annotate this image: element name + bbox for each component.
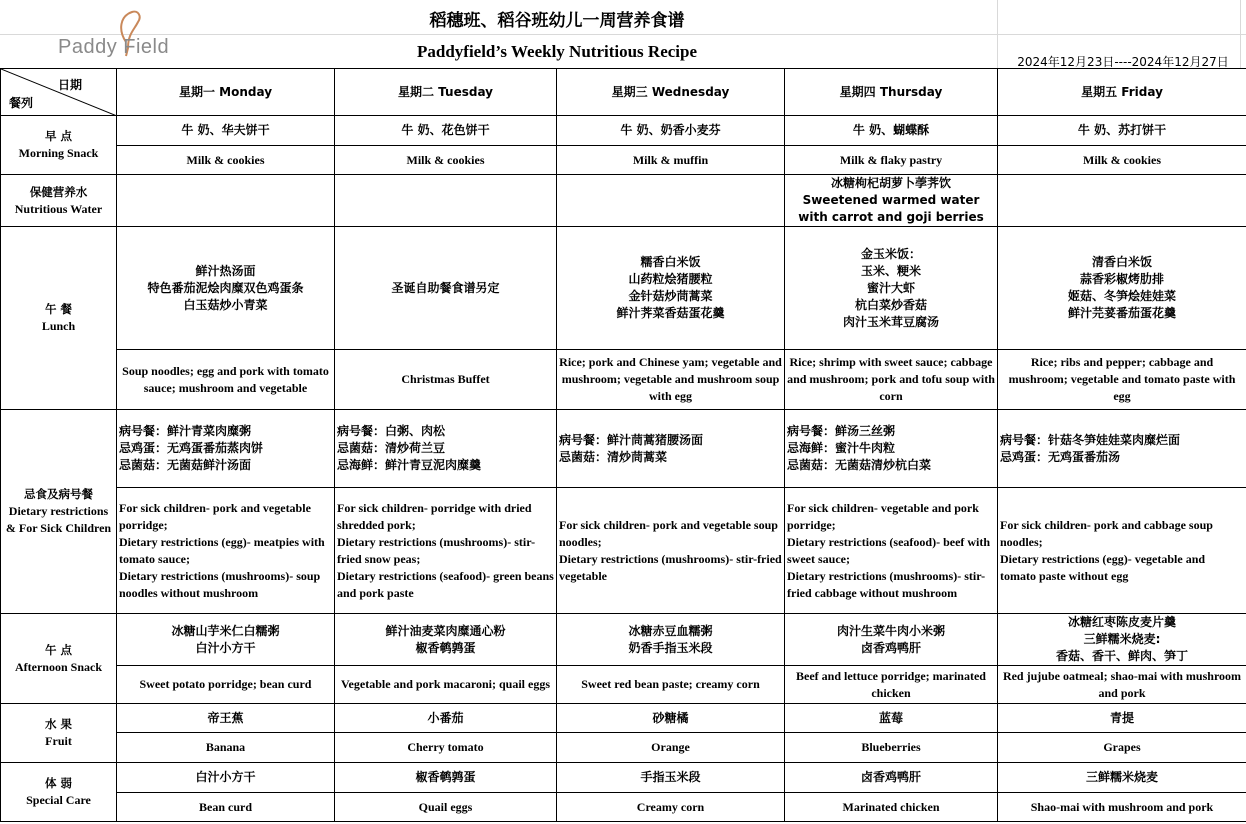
row-label-cn: 忌食及病号餐 bbox=[24, 487, 93, 501]
menu-cell: 肉汁生菜牛肉小米粥 卤香鸡鸭肝 bbox=[785, 614, 998, 666]
menu-cell: 小番茄 bbox=[335, 704, 557, 733]
lunch-en-row bbox=[1, 350, 1246, 410]
afternoon-snack-en-row bbox=[1, 666, 1246, 704]
menu-cell: Creamy corn bbox=[557, 793, 785, 822]
menu-cell: 病号餐：鲜汁茼蒿猪腰汤面 忌菌菇：清炒茼蒿菜 bbox=[557, 410, 785, 488]
row-label-afternoon-snack bbox=[1, 614, 117, 704]
menu-cell: 病号餐：鲜汁青菜肉糜粥 忌鸡蛋：无鸡蛋番茄蒸肉饼 忌菌菇：无菌菇鲜汁汤面 bbox=[117, 410, 335, 488]
weekly-menu-table bbox=[0, 68, 1246, 822]
menu-cell: Cherry tomato bbox=[335, 733, 557, 763]
menu-cell: Soup noodles; egg and pork with tomato sauce; mushroom and vegetable bbox=[117, 350, 335, 410]
menu-cell: Rice; ribs and pepper; cabbage and mushroom; vegetable and tomato paste with egg bbox=[998, 350, 1246, 410]
row-label-en: Fruit bbox=[45, 734, 72, 748]
row-label-nutritious-water bbox=[1, 175, 117, 227]
menu-cell: 圣诞自助餐食谱另定 bbox=[335, 227, 557, 350]
menu-cell: Quail eggs bbox=[335, 793, 557, 822]
menu-cell: Milk & flaky pastry bbox=[785, 146, 998, 175]
menu-cell: Marinated chicken bbox=[785, 793, 998, 822]
page-header bbox=[0, 0, 1246, 68]
menu-cell: Beef and lettuce porridge; marinated chicken bbox=[785, 666, 998, 704]
fruit-en-row bbox=[1, 733, 1246, 763]
menu-cell: 牛 奶、华夫饼干 bbox=[117, 116, 335, 146]
menu-cell: Milk & cookies bbox=[117, 146, 335, 175]
day-header-tuesday: 星期二 Tuesday bbox=[335, 69, 557, 116]
menu-cell: 冰糖枸杞胡萝卜荸荠饮 Sweetened warmed water with carrot and goji berries bbox=[785, 175, 998, 227]
menu-cell: 金玉米饭： 玉米、粳米 蜜汁大虾 杭白菜炒香菇 肉汁玉米茸豆腐汤 bbox=[785, 227, 998, 350]
menu-cell: 牛 奶、花色饼干 bbox=[335, 116, 557, 146]
corner-label-date: 日期 bbox=[57, 78, 82, 92]
menu-cell: Shao-mai with mushroom and pork bbox=[998, 793, 1246, 822]
menu-cell: 椒香鹌鹑蛋 bbox=[335, 763, 557, 793]
fruit-row bbox=[1, 704, 1246, 733]
special-care-en-row bbox=[1, 793, 1246, 822]
paddyfield-logo bbox=[46, 8, 186, 68]
menu-cell: Vegetable and pork macaroni; quail eggs bbox=[335, 666, 557, 704]
menu-cell bbox=[117, 175, 335, 227]
menu-cell: 病号餐：针菇冬笋娃娃菜肉糜烂面 忌鸡蛋：无鸡蛋番茄汤 bbox=[998, 410, 1246, 488]
header-gridline bbox=[997, 0, 998, 68]
menu-cell: Orange bbox=[557, 733, 785, 763]
morning-snack-row bbox=[1, 116, 1246, 146]
corner-cell bbox=[1, 69, 117, 116]
menu-cell: 牛 奶、苏打饼干 bbox=[998, 116, 1246, 146]
row-label-en: Special Care bbox=[26, 793, 91, 807]
day-header-monday: 星期一 Monday bbox=[117, 69, 335, 116]
row-label-cn: 水 果 bbox=[44, 717, 72, 731]
menu-cell: Milk & cookies bbox=[998, 146, 1246, 175]
row-label-cn: 早 点 bbox=[44, 129, 72, 143]
menu-cell: Bean curd bbox=[117, 793, 335, 822]
menu-cell: 手指玉米段 bbox=[557, 763, 785, 793]
menu-cell: 病号餐：鲜汤三丝粥 忌海鲜：蜜汁牛肉粒 忌菌菇：无菌菇清炒杭白菜 bbox=[785, 410, 998, 488]
menu-cell: 冰糖红枣陈皮麦片羹 三鲜糯米烧麦: 香菇、香干、鲜肉、笋丁 bbox=[998, 614, 1246, 666]
menu-cell: Banana bbox=[117, 733, 335, 763]
menu-cell: Rice; shrimp with sweet sauce; cabbage and mushroom; pork and tofu soup with corn bbox=[785, 350, 998, 410]
menu-cell: 病号餐：白粥、肉松 忌菌菇：清炒荷兰豆 忌海鲜：鲜汁青豆泥肉糜羹 bbox=[335, 410, 557, 488]
row-label-cn: 午 餐 bbox=[44, 302, 72, 316]
menu-cell: Red jujube oatmeal; shao-mai with mushroom and pork bbox=[998, 666, 1246, 704]
day-header-thursday: 星期四 Thursday bbox=[785, 69, 998, 116]
row-label-cn: 午 点 bbox=[44, 642, 72, 657]
menu-cell: Rice; pork and Chinese yam; vegetable and mushroom; vegetable and mushroom soup with egg bbox=[557, 350, 785, 410]
row-label-lunch bbox=[1, 227, 117, 410]
menu-cell: For sick children- pork and cabbage soup noodles; Dietary restrictions (egg)- vegetable and tomato paste without egg bbox=[998, 488, 1246, 614]
menu-cell: 冰糖山芋米仁白糯粥 白汁小方干 bbox=[117, 614, 335, 666]
menu-cell: 卤香鸡鸭肝 bbox=[785, 763, 998, 793]
menu-cell: 帝王蕉 bbox=[117, 704, 335, 733]
header-gridline bbox=[0, 34, 1246, 35]
menu-cell: Milk & muffin bbox=[557, 146, 785, 175]
day-header-wednesday: 星期三 Wednesday bbox=[557, 69, 785, 116]
menu-cell: Blueberries bbox=[785, 733, 998, 763]
page-title-chinese: 稻穗班、稻谷班幼儿一周营养食谱 bbox=[429, 11, 685, 31]
row-label-en: Dietary restrictions & For Sick Children bbox=[5, 504, 112, 535]
menu-cell: Milk & cookies bbox=[335, 146, 557, 175]
row-label-en: Morning Snack bbox=[18, 146, 99, 160]
menu-cell: Sweet red bean paste; creamy corn bbox=[557, 666, 785, 704]
menu-cell bbox=[998, 175, 1246, 227]
menu-cell: 蓝莓 bbox=[785, 704, 998, 733]
menu-cell: Sweet potato porridge; bean curd bbox=[117, 666, 335, 704]
menu-cell bbox=[335, 175, 557, 227]
menu-cell: 白汁小方干 bbox=[117, 763, 335, 793]
special-care-row bbox=[1, 763, 1246, 793]
menu-cell: Grapes bbox=[998, 733, 1246, 763]
corner-label-meal: 餐列 bbox=[9, 96, 34, 110]
row-label-en: Afternoon Snack bbox=[14, 659, 102, 674]
menu-cell: 青提 bbox=[998, 704, 1246, 733]
menu-cell: 冰糖赤豆血糯粥 奶香手指玉米段 bbox=[557, 614, 785, 666]
menu-cell: For sick children- pork and vegetable soup noodles; Dietary restrictions (mushrooms)- stir-fried vegetable bbox=[557, 488, 785, 614]
menu-cell bbox=[557, 175, 785, 227]
menu-cell: 三鲜糯米烧麦 bbox=[998, 763, 1246, 793]
menu-cell: 鲜汁油麦菜肉糜通心粉 椒香鹌鹑蛋 bbox=[335, 614, 557, 666]
dietary-en-row bbox=[1, 488, 1246, 614]
row-label-dietary bbox=[1, 410, 117, 614]
row-label-special-care bbox=[1, 763, 117, 822]
row-label-morning-snack bbox=[1, 116, 117, 175]
menu-cell: For sick children- vegetable and pork porridge; Dietary restrictions (seafood)- beef with sweet sauce; Dietary restrictions (mushrooms)- stir-fried cabbage without mushroom bbox=[785, 488, 998, 614]
menu-cell: 牛 奶、奶香小麦芬 bbox=[557, 116, 785, 146]
day-header-row bbox=[1, 69, 1246, 116]
logo-text: Paddy Field bbox=[58, 36, 170, 58]
menu-cell: For sick children- pork and vegetable porridge; Dietary restrictions (egg)- meatpies with tomato sauce; Dietary restrictions (mushrooms)- soup noodles without mushroom bbox=[117, 488, 335, 614]
menu-cell: 砂糖橘 bbox=[557, 704, 785, 733]
morning-snack-en-row bbox=[1, 146, 1246, 175]
row-label-cn: 体 弱 bbox=[44, 776, 72, 790]
menu-cell: For sick children- porridge with dried shredded pork; Dietary restrictions (mushrooms)- stir-fried snow peas; Dietary restrictions (seafood)- green beans and pork paste bbox=[335, 488, 557, 614]
menu-cell: 糯香白米饭 山药粒烩猪腰粒 金针菇炒茼蒿菜 鲜汁荠菜香菇蛋花羹 bbox=[557, 227, 785, 350]
date-range: 2024年12月23日----2024年12月27日 bbox=[1017, 55, 1229, 69]
row-label-en: Nutritious Water bbox=[14, 201, 103, 216]
nutritious-water-row bbox=[1, 175, 1246, 227]
row-label-fruit bbox=[1, 704, 117, 763]
dietary-row bbox=[1, 410, 1246, 488]
row-label-en: Lunch bbox=[41, 319, 76, 333]
row-label-cn: 保健营养水 bbox=[29, 184, 88, 199]
menu-cell: 清香白米饭 蒜香彩椒烤肋排 姬菇、冬笋烩娃娃菜 鲜汁芫荽番茄蛋花羹 bbox=[998, 227, 1246, 350]
lunch-row bbox=[1, 227, 1246, 350]
menu-cell: Christmas Buffet bbox=[335, 350, 557, 410]
menu-cell: 鲜汁热汤面 特色番茄泥烩肉糜双色鸡蛋条 白玉菇炒小青菜 bbox=[117, 227, 335, 350]
afternoon-snack-row bbox=[1, 614, 1246, 666]
page-title-english: Paddyfield’s Weekly Nutritious Recipe bbox=[416, 42, 698, 61]
day-header-friday: 星期五 Friday bbox=[998, 69, 1246, 116]
menu-cell: 牛 奶、蝴蝶酥 bbox=[785, 116, 998, 146]
